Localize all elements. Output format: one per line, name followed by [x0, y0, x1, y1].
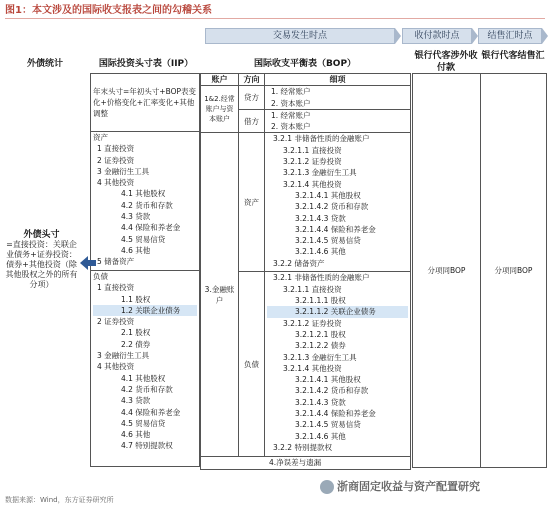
iip-liab-item: 1.1 股权: [121, 294, 151, 304]
watermark-logo-icon: [320, 480, 334, 494]
iip-liab-item: 3 金融衍生工具: [97, 351, 150, 361]
watermark: [320, 478, 480, 494]
iip-liab-label: 负债: [93, 272, 108, 281]
bop-asset-item: 3.2.1.4 其他投资: [283, 179, 342, 189]
bop-debit-item: 2. 资本账户: [271, 122, 311, 132]
iip-liab-item: 4.7 特别提款权: [121, 441, 173, 451]
header-bop: 国际收支平衡表（BOP）: [253, 59, 357, 69]
bop-liab-item: 3.2.1 非储备性质的金融账户: [273, 273, 370, 283]
stage-settlement: 结售汇时点: [478, 28, 542, 44]
bop-credit-item: 2. 资本账户: [271, 98, 311, 108]
iip-liab-item: 4.3 贷款: [121, 396, 151, 406]
bank-fx-value: 分项同BOP: [481, 74, 547, 468]
bop-asset-list: [267, 133, 408, 269]
bop-asset-item: 3.2.2 储备资产: [273, 258, 325, 268]
bop-liab-item: 3.2.1.4.6 其他: [295, 431, 346, 441]
bop-liab-item: 3.2.1.1.2 关联企业债务: [267, 306, 408, 317]
iip-liab-item: 4.6 其他: [121, 430, 151, 440]
iip-liabilities: [91, 271, 200, 467]
iip-formula: 年末头寸=年初头寸+BOP表变化+价格变化+汇率变化+其他调整: [91, 74, 200, 132]
iip-table: [90, 73, 200, 467]
bop-col-detail: 细项: [265, 74, 411, 86]
iip-asset-item: 4.6 其他: [121, 245, 151, 255]
bop-liab-item: 3.2.1.2.2 债券: [295, 341, 346, 351]
bop-debit-item: 1. 经常账户: [271, 110, 311, 120]
bank-table: [412, 73, 547, 468]
bop-col-account: 账户: [201, 74, 239, 86]
iip-asset-item: 3 金融衍生工具: [97, 166, 150, 176]
bop-net-errors: 4.净误差与遗漏: [201, 457, 411, 469]
bop-liab-item: 3.2.1.2 证券投资: [283, 318, 342, 328]
iip-asset-label: 资产: [93, 133, 108, 142]
iip-liab-item: 4 其他投资: [97, 362, 135, 372]
bop-debit-dir: 借方: [239, 109, 265, 133]
iip-liab-item: 4.4 保险和养老金: [121, 407, 181, 417]
watermark-text: 浙商固定收益与资产配置研究: [337, 480, 480, 493]
header-bank-receipts: 银行代客涉外收付款: [414, 51, 478, 73]
bop-asset-item: 3.2.1.4.1 其他股权: [295, 190, 361, 200]
bop-asset-item: 3.2.1.4.4 保险和养老金: [295, 224, 376, 234]
iip-liab-list: [93, 282, 197, 451]
bop-credit-dir: 贷方: [239, 86, 265, 110]
bop-liab-item: 3.2.1.4.2 货币和存款: [295, 386, 369, 396]
iip-liab-item: 2.1 股权: [121, 328, 151, 338]
bop-asset-item: 3.2.1.1 直接投资: [283, 145, 342, 155]
stage-payment: 收付款时点: [402, 28, 472, 44]
data-source: 数据来源：Wind，东方证券研究所: [5, 496, 114, 504]
bop-liab-item: 3.2.1.4.3 贷款: [295, 397, 346, 407]
iip-asset-item: 4.3 贷款: [121, 212, 151, 222]
ext-debt-box-title: 外债头寸: [23, 230, 60, 240]
iip-liab-item: 4.5 贸易信贷: [121, 418, 166, 428]
bop-liab-item: 3.2.1.4.5 贸易信贷: [295, 420, 361, 430]
bop-liab-item: 3.2.1.1 直接投资: [283, 284, 342, 294]
bop-asset-item: 3.2.1.3 金融衍生工具: [283, 168, 357, 178]
bop-liab-item: 3.2.1.4.4 保险和养老金: [295, 409, 376, 419]
iip-liab-item: 4.2 货币和存款: [121, 384, 173, 394]
iip-liab-item: 2 证券投资: [97, 317, 135, 327]
arrow-left-icon: [80, 256, 96, 270]
bop-asset-item: 3.2.1 非储备性质的金融账户: [273, 134, 370, 144]
bop-liab-item: 3.2.2 特别提款权: [273, 442, 332, 452]
iip-asset-item: 4.1 其他股权: [121, 189, 166, 199]
iip-asset-item: 5 储备资产: [97, 257, 135, 267]
bop-liab-dir: 负债: [239, 272, 265, 457]
bop-col-direction: 方向: [239, 74, 265, 86]
ext-debt-box-body: =直接投资：关联企业债务+证券投资：债券+其他投资（除其他股权之外的所有分项）: [5, 240, 78, 289]
iip-liab-item: 1 直接投资: [97, 283, 135, 293]
bop-liab-item: 3.2.1.1.1 股权: [295, 296, 346, 306]
bop-table: [200, 73, 411, 470]
header-ext-debt: 外债统计: [26, 59, 63, 69]
iip-assets: [91, 132, 200, 271]
bop-credit-item: 1. 经常账户: [271, 87, 311, 97]
bop-asset-item: 3.2.1.4.3 贷款: [295, 213, 346, 223]
bop-current-account: 1&2.经常账户与资本账户: [201, 86, 239, 133]
bop-liab-item: 3.2.1.4 其他投资: [283, 363, 342, 373]
bop-asset-dir: 资产: [239, 133, 265, 272]
bop-debit-items: [265, 109, 411, 133]
iip-asset-list: [93, 143, 197, 267]
iip-asset-item: 4.2 货币和存款: [121, 200, 173, 210]
bop-financial-account: 3.金融账户: [201, 133, 239, 457]
iip-asset-item: 4 其他投资: [97, 178, 135, 188]
bop-credit-items: [265, 86, 411, 110]
iip-asset-item: 2 证券投资: [97, 155, 135, 165]
header-iip: 国际投资头寸表（IIP）: [98, 59, 194, 69]
header-bank-fx: 银行代客结售汇: [481, 51, 545, 61]
bop-liab-item: 3.2.1.2.1 股权: [295, 329, 346, 339]
bop-asset-item: 3.2.1.2 证券投资: [283, 157, 342, 167]
bop-asset-item: 3.2.1.4.2 货币和存款: [295, 202, 369, 212]
bop-asset-item: 3.2.1.4.6 其他: [295, 247, 346, 257]
iip-asset-item: 1 直接投资: [97, 144, 135, 154]
bop-liabilities: [265, 272, 411, 457]
ext-debt-box: [5, 230, 78, 290]
iip-liab-item: 1.2 关联企业债务: [93, 305, 197, 316]
iip-liab-item: 4.1 其他股权: [121, 373, 166, 383]
bop-liab-item: 3.2.1.4.1 其他股权: [295, 375, 361, 385]
bop-liab-item: 3.2.1.3 金融衍生工具: [283, 352, 357, 362]
iip-asset-item: 4.5 贸易信贷: [121, 234, 166, 244]
bop-asset-item: 3.2.1.4.5 贸易信贷: [295, 236, 361, 246]
iip-liab-item: 2.2 债券: [121, 339, 151, 349]
bop-liab-list: [267, 272, 408, 453]
bank-receipts-value: 分项同BOP: [413, 74, 481, 468]
figure-title: 图1：本文涉及的国际收支报表之间的勾稽关系: [5, 3, 545, 19]
iip-asset-item: 4.4 保险和养老金: [121, 223, 181, 233]
stage-transaction: 交易发生时点: [205, 28, 395, 44]
bop-assets: [265, 133, 411, 272]
